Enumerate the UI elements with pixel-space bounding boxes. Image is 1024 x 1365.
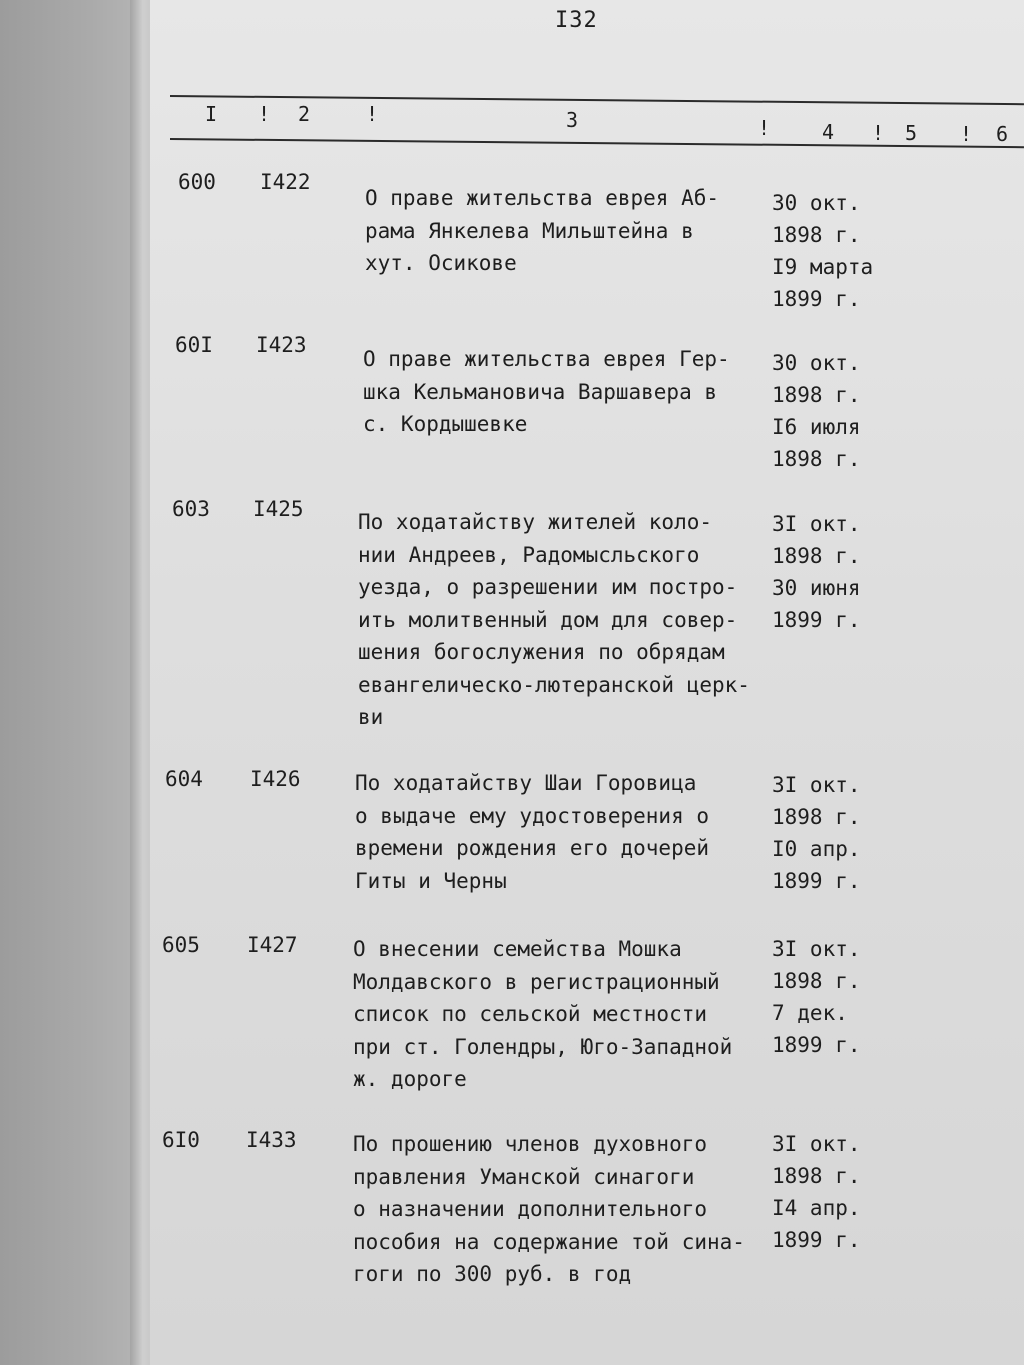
description-line: хут. Осикове [365, 251, 517, 275]
entry-dates [772, 1128, 861, 1256]
description-line: Гиты и Черны [355, 868, 507, 893]
date-line: I6 июля [772, 415, 861, 439]
entry-description [358, 506, 763, 734]
entry-number: 600 [178, 170, 216, 194]
description-line: По ходатайству жителей коло- [358, 510, 713, 534]
description-line: евангелическо-лютеранской церк- [358, 672, 750, 697]
description-line: ить молитвенный дом для совер- [358, 607, 738, 632]
date-line: I0 апр. [772, 837, 861, 861]
table-header [170, 98, 1024, 146]
header-sep-5: ! [960, 122, 973, 146]
entry-dates [772, 508, 861, 636]
page-number: I32 [555, 8, 598, 33]
entry-dates [772, 769, 861, 897]
date-line: 1899 г. [772, 1228, 861, 1252]
entry-number: 6I0 [162, 1128, 200, 1152]
description-line: ви [358, 705, 384, 729]
header-sep-2: ! [366, 102, 379, 126]
header-sep-4: ! [872, 121, 885, 145]
entry-case-number: I427 [247, 933, 298, 957]
entry-description [353, 933, 758, 1096]
date-line: 3I окт. [772, 937, 861, 961]
description-line: времени рождения его дочерей [355, 836, 710, 860]
entry-dates [772, 933, 861, 1061]
description-line: с. Кордышевке [363, 412, 528, 436]
entry-description [365, 182, 770, 280]
date-line: 1898 г. [772, 223, 861, 247]
description-line: шка Кельмановича Варшавера в [363, 379, 718, 404]
header-sep-1: ! [258, 102, 271, 126]
entry-description [353, 1128, 758, 1291]
entry-dates [772, 347, 861, 475]
header-sep-3: ! [758, 116, 771, 140]
date-line: 3I окт. [772, 1132, 861, 1156]
date-line: I4 апр. [772, 1196, 861, 1220]
document-page [150, 0, 1024, 1365]
entry-number: 604 [165, 767, 203, 791]
date-line: 1898 г. [772, 447, 861, 471]
description-line: о назначении дополнительного [353, 1197, 708, 1221]
description-line: рама Янкелева Мильштейна в [365, 218, 694, 243]
date-line: 7 дек. [772, 1001, 848, 1025]
entry-case-number: I423 [256, 333, 307, 357]
description-line: уезда, о разрешении им постро- [358, 575, 738, 599]
date-line: 1898 г. [772, 1164, 861, 1188]
date-line: 30 окт. [772, 351, 861, 375]
header-col-4: 4 [822, 120, 835, 144]
left-page-edge [0, 0, 150, 1365]
date-line: 1899 г. [772, 608, 861, 632]
date-line: I9 марта [772, 255, 874, 279]
description-line: О праве жительства еврея Гер- [363, 347, 730, 371]
entry-number: 605 [162, 933, 200, 957]
date-line: 1899 г. [772, 1033, 861, 1057]
date-line: 1899 г. [772, 287, 861, 311]
date-line: 3I окт. [772, 773, 861, 797]
header-bottom-rule [170, 138, 1024, 148]
date-line: 1898 г. [772, 544, 861, 568]
header-col-5: 5 [905, 121, 918, 145]
date-line: 1899 г. [772, 869, 861, 893]
description-line: при ст. Голендры, Юго-Западной [353, 1034, 733, 1059]
entry-case-number: I425 [253, 497, 304, 521]
date-line: 1898 г. [772, 969, 861, 993]
description-line: пособия на содержание той сина- [353, 1229, 745, 1254]
header-col-1: I [205, 102, 218, 126]
description-line: гоги по 300 руб. в год [353, 1262, 632, 1286]
description-line: ж. дороге [353, 1067, 467, 1091]
date-line: 1898 г. [772, 805, 861, 829]
entry-case-number: I426 [250, 767, 301, 791]
description-line: о выдаче ему удостоверения о [355, 803, 710, 828]
description-line: шения богослужения по обрядам [358, 640, 725, 664]
header-col-6: 6 [996, 122, 1009, 146]
description-line: По прошению членов духовного [353, 1132, 708, 1156]
description-line: Молдавского в регистрационный [353, 969, 720, 994]
entry-case-number: I433 [246, 1128, 297, 1152]
description-line: список по сельской местности [353, 1002, 708, 1026]
date-line: 30 июня [772, 576, 861, 600]
description-line: По ходатайству Шаи Горовица [355, 771, 697, 795]
entry-description [355, 767, 760, 897]
date-line: 1898 г. [772, 383, 861, 407]
description-line: О праве жительства еврея Аб- [365, 186, 720, 210]
date-line: 30 окт. [772, 191, 861, 215]
entry-number: 60I [175, 333, 213, 357]
entry-case-number: I422 [260, 170, 311, 194]
description-line: О внесении семейства Мошка [353, 937, 682, 961]
description-line: нии Андреев, Радомысльского [358, 542, 700, 567]
date-line: 3I окт. [772, 512, 861, 536]
description-line: правления Уманской синагоги [353, 1164, 695, 1189]
entry-dates [772, 187, 873, 315]
entry-description [363, 343, 768, 441]
header-col-2: 2 [298, 102, 311, 126]
header-col-3: 3 [566, 108, 579, 132]
entry-number: 603 [172, 497, 210, 521]
